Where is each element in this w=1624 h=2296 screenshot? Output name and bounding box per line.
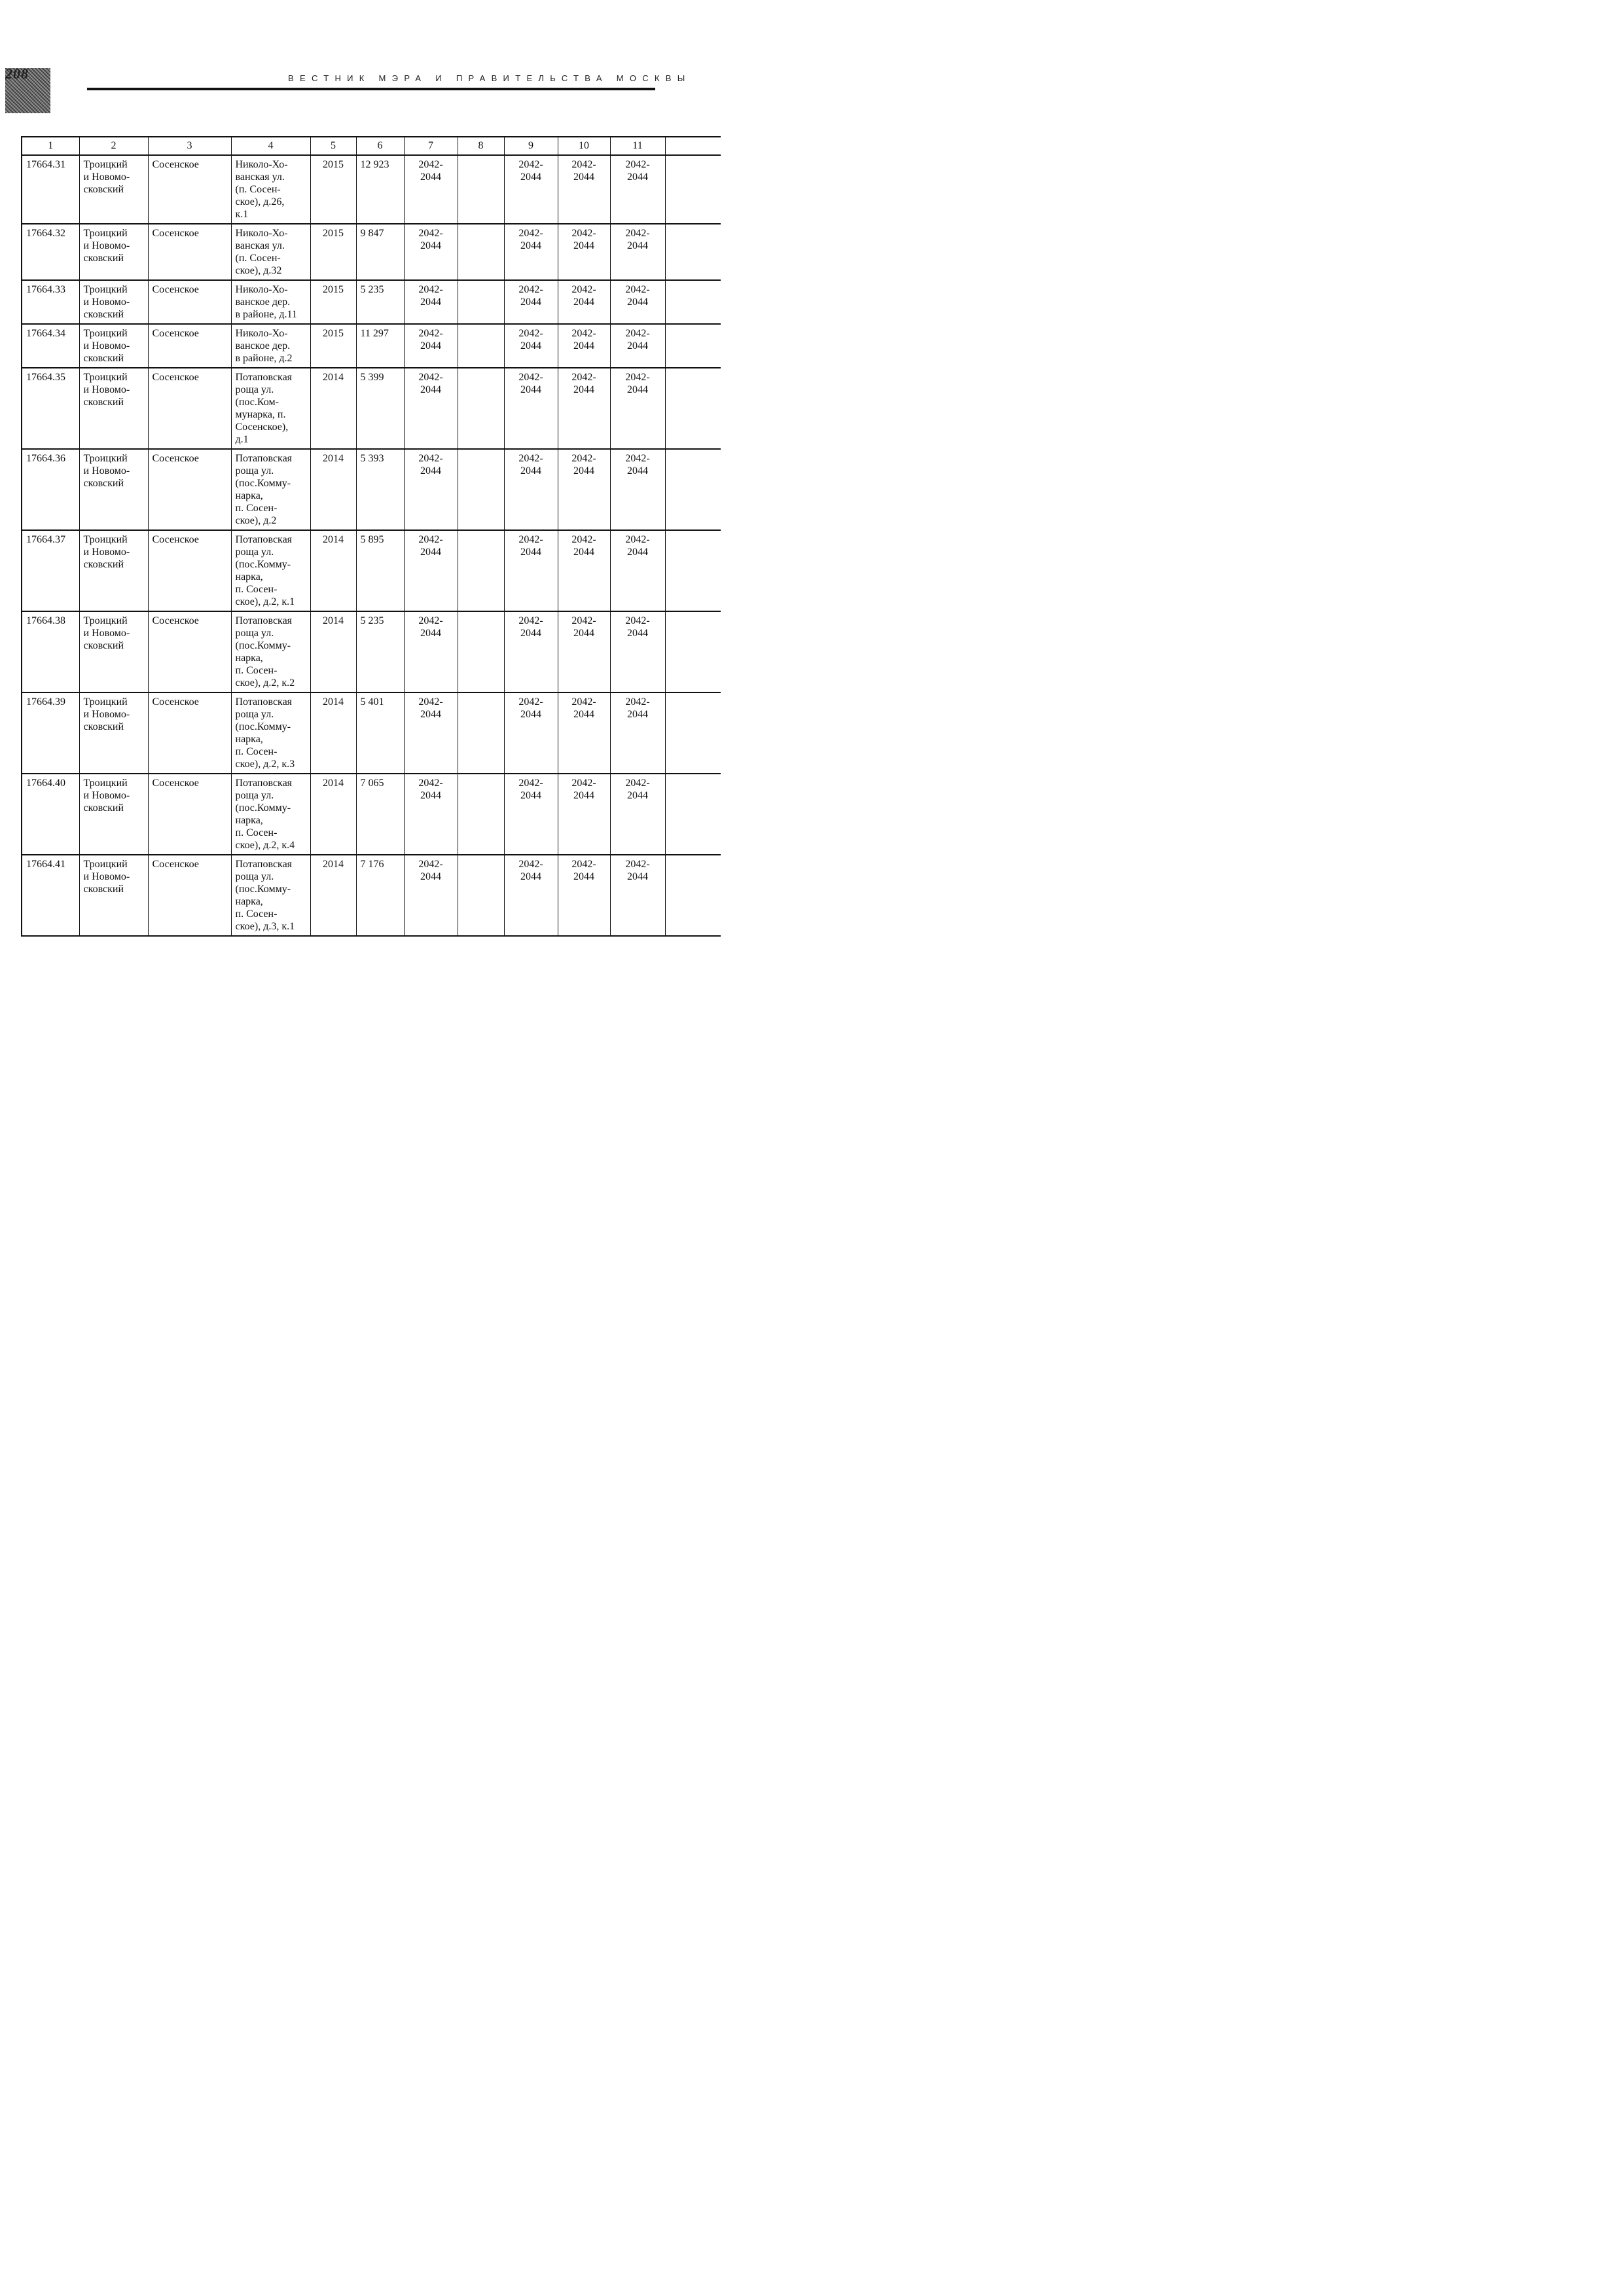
- table-cell-col6: 5 401: [356, 692, 404, 774]
- table-cell-col8: [458, 611, 504, 692]
- table-cell-col6: 7 065: [356, 774, 404, 855]
- table-cell-col5: 2014: [310, 368, 356, 449]
- table-cell-col1: 17664.31: [22, 155, 79, 224]
- table-cell-col1: 17664.38: [22, 611, 79, 692]
- table-cell-col7: 2042- 2044: [404, 611, 458, 692]
- table-cell-col8: [458, 368, 504, 449]
- table-cell-col1: 17664.37: [22, 530, 79, 611]
- table-cell-col6: 11 297: [356, 324, 404, 368]
- table-cell-col3: Сосенское: [148, 324, 231, 368]
- table-cell-col7: 2042- 2044: [404, 280, 458, 324]
- table-cell-col6: 5 235: [356, 280, 404, 324]
- table-cell-col9: 2042- 2044: [504, 368, 558, 449]
- table-cell-col3: Сосенское: [148, 855, 231, 936]
- table-row: [22, 224, 721, 280]
- table-cell-col5: 2014: [310, 449, 356, 530]
- table-cell-col2: Троицкий и Новомо- сковский: [79, 155, 148, 224]
- table-cell-col8: [458, 530, 504, 611]
- data-table: [21, 136, 721, 937]
- column-header: 6: [356, 137, 404, 155]
- table-cell-col4: Потаповская роща ул. (пос.Комму- нарка, п. Сосен- ское), д.3, к.1: [231, 855, 310, 936]
- table-cell-col12: [665, 692, 721, 774]
- table-row: [22, 280, 721, 324]
- table-cell-col11: 2042- 2044: [610, 280, 665, 324]
- table-cell-col11: 2042- 2044: [610, 692, 665, 774]
- table-cell-col3: Сосенское: [148, 692, 231, 774]
- table-cell-col10: 2042- 2044: [558, 611, 610, 692]
- table-cell-col11: 2042- 2044: [610, 224, 665, 280]
- table-cell-col10: 2042- 2044: [558, 324, 610, 368]
- table-cell-col8: [458, 224, 504, 280]
- table-cell-col8: [458, 155, 504, 224]
- column-header: 1: [22, 137, 79, 155]
- table-cell-col5: 2014: [310, 530, 356, 611]
- table-cell-col7: 2042- 2044: [404, 855, 458, 936]
- table-row: [22, 530, 721, 611]
- table-cell-col2: Троицкий и Новомо- сковский: [79, 530, 148, 611]
- table-cell-col6: 9 847: [356, 224, 404, 280]
- table-row: [22, 774, 721, 855]
- table-cell-col4: Потаповская роща ул. (пос.Комму- нарка, п. Сосен- ское), д.2, к.3: [231, 692, 310, 774]
- table-cell-col11: 2042- 2044: [610, 774, 665, 855]
- table-cell-col2: Троицкий и Новомо- сковский: [79, 449, 148, 530]
- table-cell-col5: 2014: [310, 692, 356, 774]
- table-cell-col2: Троицкий и Новомо- сковский: [79, 855, 148, 936]
- page-number-badge: [5, 68, 50, 113]
- table-cell-col3: Сосенское: [148, 611, 231, 692]
- table-cell-col10: 2042- 2044: [558, 774, 610, 855]
- column-header: 7: [404, 137, 458, 155]
- table-cell-col10: 2042- 2044: [558, 280, 610, 324]
- table-cell-col12: [665, 155, 721, 224]
- table-cell-col12: [665, 530, 721, 611]
- table-cell-col5: 2015: [310, 224, 356, 280]
- table-cell-col7: 2042- 2044: [404, 224, 458, 280]
- table-cell-col3: Сосенское: [148, 224, 231, 280]
- table-cell-col1: 17664.32: [22, 224, 79, 280]
- table-header-row: [22, 137, 721, 155]
- table-cell-col2: Троицкий и Новомо- сковский: [79, 692, 148, 774]
- table-cell-col4: Николо-Хо- ванская ул. (п. Сосен- ское), д.26, к.1: [231, 155, 310, 224]
- journal-title: ВЕСТНИК МЭРА И ПРАВИТЕЛЬСТВА МОСКВЫ: [288, 73, 691, 83]
- table-cell-col4: Потаповская роща ул. (пос.Комму- нарка, п. Сосен- ское), д.2, к.1: [231, 530, 310, 611]
- table-cell-col7: 2042- 2044: [404, 692, 458, 774]
- table-cell-col7: 2042- 2044: [404, 324, 458, 368]
- table-cell-col12: [665, 324, 721, 368]
- table-cell-col12: [665, 280, 721, 324]
- table-cell-col5: 2014: [310, 611, 356, 692]
- table-cell-col6: 5 235: [356, 611, 404, 692]
- table-cell-col1: 17664.33: [22, 280, 79, 324]
- table-cell-col9: 2042- 2044: [504, 280, 558, 324]
- table-cell-col4: Потаповская роща ул. (пос.Комму- нарка, п. Сосен- ское), д.2, к.2: [231, 611, 310, 692]
- table-cell-col7: 2042- 2044: [404, 155, 458, 224]
- table-cell-col1: 17664.35: [22, 368, 79, 449]
- table-cell-col10: 2042- 2044: [558, 155, 610, 224]
- table-cell-col3: Сосенское: [148, 774, 231, 855]
- table-cell-col6: 7 176: [356, 855, 404, 936]
- table-cell-col6: 5 399: [356, 368, 404, 449]
- table-cell-col11: 2042- 2044: [610, 611, 665, 692]
- table-cell-col5: 2015: [310, 280, 356, 324]
- table-cell-col7: 2042- 2044: [404, 449, 458, 530]
- page-number: 208: [5, 68, 29, 82]
- table-cell-col11: 2042- 2044: [610, 324, 665, 368]
- table-cell-col7: 2042- 2044: [404, 368, 458, 449]
- table-cell-col11: 2042- 2044: [610, 155, 665, 224]
- table-cell-col8: [458, 449, 504, 530]
- table-row: [22, 692, 721, 774]
- table-cell-col9: 2042- 2044: [504, 692, 558, 774]
- table-cell-col4: Николо-Хо- ванское дер. в районе, д.2: [231, 324, 310, 368]
- column-header: 3: [148, 137, 231, 155]
- table-cell-col11: 2042- 2044: [610, 368, 665, 449]
- table-cell-col4: Потаповская роща ул. (пос.Комму- нарка, п. Сосен- ское), д.2, к.4: [231, 774, 310, 855]
- table-row: [22, 155, 721, 224]
- table-cell-col1: 17664.40: [22, 774, 79, 855]
- table-cell-col2: Троицкий и Новомо- сковский: [79, 774, 148, 855]
- table-cell-col10: 2042- 2044: [558, 224, 610, 280]
- table-cell-col5: 2014: [310, 774, 356, 855]
- header-rule: [87, 88, 655, 90]
- table-cell-col2: Троицкий и Новомо- сковский: [79, 611, 148, 692]
- table-row: [22, 368, 721, 449]
- table-cell-col12: [665, 611, 721, 692]
- table-cell-col3: Сосенское: [148, 449, 231, 530]
- table-cell-col11: 2042- 2044: [610, 449, 665, 530]
- table-cell-col9: 2042- 2044: [504, 155, 558, 224]
- table-cell-col2: Троицкий и Новомо- сковский: [79, 280, 148, 324]
- table-cell-col5: 2014: [310, 855, 356, 936]
- table-cell-col11: 2042- 2044: [610, 855, 665, 936]
- table-cell-col6: 5 393: [356, 449, 404, 530]
- column-header: 8: [458, 137, 504, 155]
- table-cell-col12: [665, 368, 721, 449]
- table-cell-col12: [665, 449, 721, 530]
- table-cell-col1: 17664.41: [22, 855, 79, 936]
- table-cell-col8: [458, 855, 504, 936]
- table-cell-col3: Сосенское: [148, 530, 231, 611]
- column-header: 5: [310, 137, 356, 155]
- table-cell-col9: 2042- 2044: [504, 324, 558, 368]
- column-header: [665, 137, 721, 155]
- table-cell-col12: [665, 224, 721, 280]
- table-cell-col11: 2042- 2044: [610, 530, 665, 611]
- table-cell-col10: 2042- 2044: [558, 530, 610, 611]
- table-cell-col8: [458, 774, 504, 855]
- table-cell-col9: 2042- 2044: [504, 855, 558, 936]
- table-cell-col8: [458, 280, 504, 324]
- table-cell-col6: 12 923: [356, 155, 404, 224]
- table-cell-col7: 2042- 2044: [404, 530, 458, 611]
- table-cell-col9: 2042- 2044: [504, 224, 558, 280]
- table-cell-col10: 2042- 2044: [558, 692, 610, 774]
- table-cell-col3: Сосенское: [148, 368, 231, 449]
- column-header: 4: [231, 137, 310, 155]
- column-header: 2: [79, 137, 148, 155]
- table-row: [22, 611, 721, 692]
- table-cell-col1: 17664.34: [22, 324, 79, 368]
- table-cell-col3: Сосенское: [148, 155, 231, 224]
- column-header: 10: [558, 137, 610, 155]
- table-cell-col9: 2042- 2044: [504, 530, 558, 611]
- table-cell-col9: 2042- 2044: [504, 449, 558, 530]
- table-cell-col1: 17664.39: [22, 692, 79, 774]
- table-cell-col4: Николо-Хо- ванское дер. в районе, д.11: [231, 280, 310, 324]
- table-cell-col8: [458, 324, 504, 368]
- table-cell-col2: Троицкий и Новомо- сковский: [79, 324, 148, 368]
- table-cell-col5: 2015: [310, 155, 356, 224]
- table-cell-col9: 2042- 2044: [504, 611, 558, 692]
- table-cell-col4: Потаповская роща ул. (пос.Комму- нарка, п. Сосен- ское), д.2: [231, 449, 310, 530]
- table-cell-col9: 2042- 2044: [504, 774, 558, 855]
- table-cell-col5: 2015: [310, 324, 356, 368]
- table-cell-col4: Потаповская роща ул. (пос.Ком- мунарка, п. Сосенское), д.1: [231, 368, 310, 449]
- table-cell-col4: Николо-Хо- ванская ул. (п. Сосен- ское), д.32: [231, 224, 310, 280]
- table-cell-col2: Троицкий и Новомо- сковский: [79, 368, 148, 449]
- table-row: [22, 324, 721, 368]
- table-body: [22, 155, 721, 936]
- column-header: 9: [504, 137, 558, 155]
- column-header: 11: [610, 137, 665, 155]
- table-cell-col6: 5 895: [356, 530, 404, 611]
- table-cell-col10: 2042- 2044: [558, 449, 610, 530]
- table-row: [22, 855, 721, 936]
- table-cell-col12: [665, 855, 721, 936]
- table-cell-col1: 17664.36: [22, 449, 79, 530]
- table-cell-col10: 2042- 2044: [558, 368, 610, 449]
- table-cell-col8: [458, 692, 504, 774]
- table-cell-col2: Троицкий и Новомо- сковский: [79, 224, 148, 280]
- table-cell-col12: [665, 774, 721, 855]
- table-cell-col7: 2042- 2044: [404, 774, 458, 855]
- table-cell-col3: Сосенское: [148, 280, 231, 324]
- table-cell-col10: 2042- 2044: [558, 855, 610, 936]
- table-row: [22, 449, 721, 530]
